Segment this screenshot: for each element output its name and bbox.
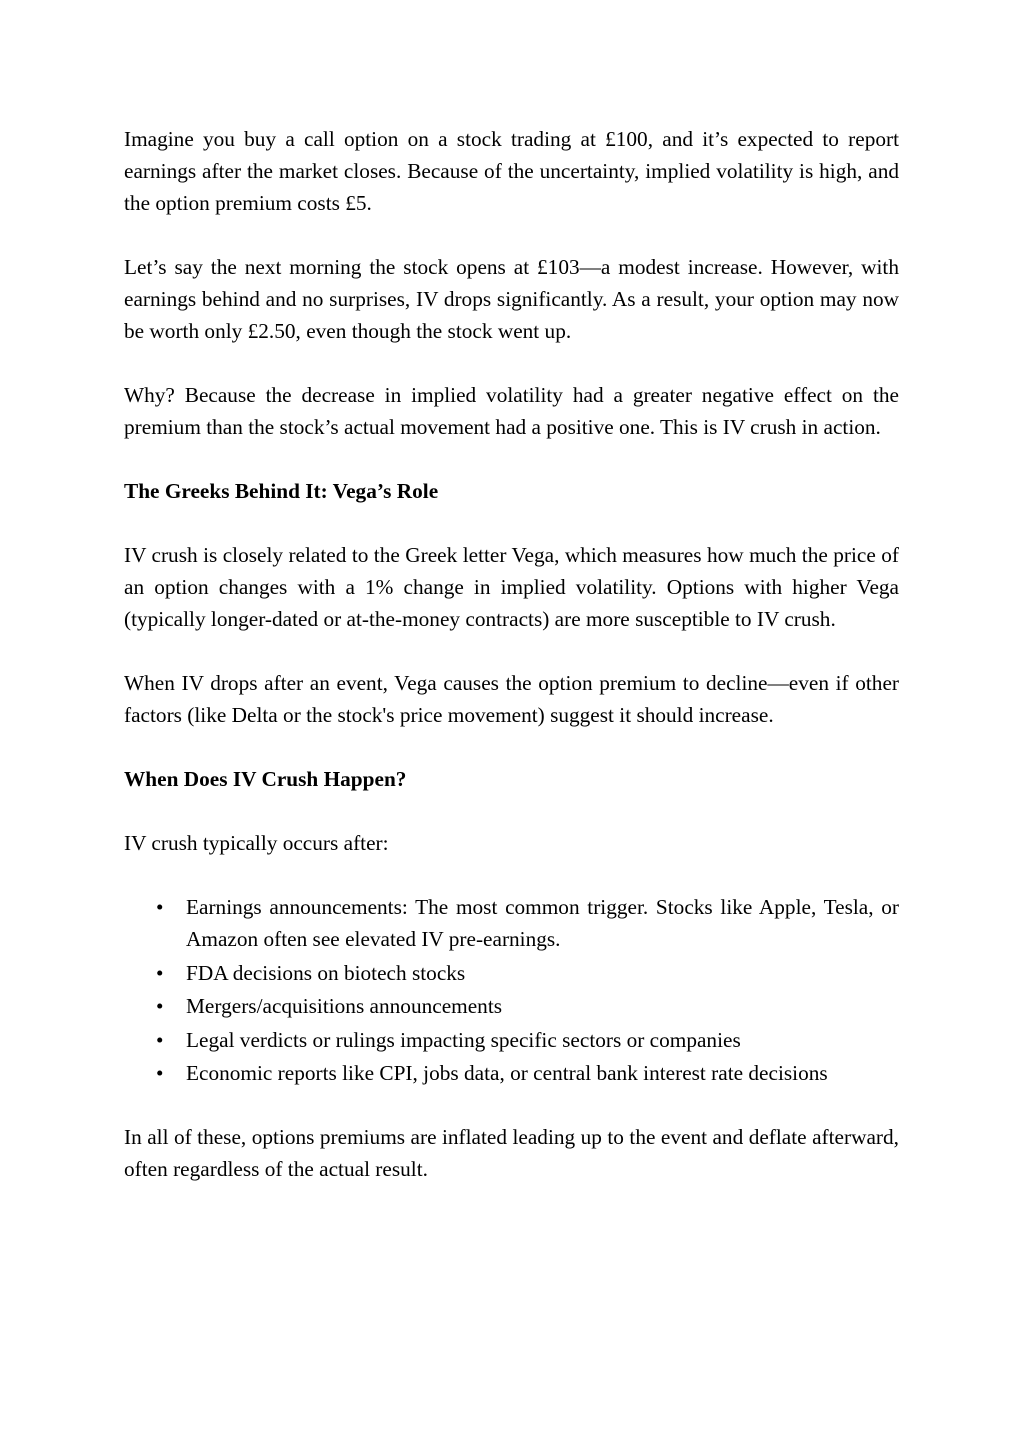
list-item bbox=[124, 891, 899, 955]
list-item-text: Earnings announcements: The most common trigger. Stocks like Apple, Tesla, or Amazon often see elevated IV pre-earnings. bbox=[186, 895, 899, 951]
list-item-text: Mergers/acquisitions announcements bbox=[186, 994, 503, 1018]
paragraph-when-intro: IV crush typically occurs after: bbox=[124, 831, 389, 855]
document-page bbox=[124, 123, 899, 1217]
bullet-icon: • bbox=[156, 895, 164, 919]
paragraph-closing: In all of these, options premiums are inflated leading up to the event and deflate afterward, often regardless of the actual result. bbox=[124, 1125, 899, 1181]
bullet-list-triggers bbox=[124, 891, 899, 1089]
heading-greeks: The Greeks Behind It: Vega’s Role bbox=[124, 479, 439, 503]
list-item-text: FDA decisions on biotech stocks bbox=[186, 960, 466, 985]
list-item bbox=[124, 1024, 899, 1056]
paragraph-explanation: Why? Because the decrease in implied volatility had a greater negative effect on the premium than the stock’s actual movement had a positive one. This is IV crush in action. bbox=[124, 383, 899, 439]
paragraph-vega-definition: IV crush is closely related to the Greek letter Vega, which measures how much the price of an option changes with a 1% change in implied volatility. Options with higher Vega (typically longer-dated or at-the-money contracts) are more susceptible to IV crush. bbox=[124, 543, 899, 631]
heading-when: When Does IV Crush Happen? bbox=[124, 767, 407, 791]
list-item-text: Legal verdicts or rulings impacting specific sectors or companies bbox=[186, 1027, 741, 1052]
list-item-text: Economic reports like CPI, jobs data, or central bank interest rate decisions bbox=[186, 1061, 828, 1085]
bullet-icon: • bbox=[156, 960, 164, 985]
paragraph-vega-effect: When IV drops after an event, Vega causes the option premium to decline—even if other factors (like Delta or the stock's price movement) suggest it should increase. bbox=[124, 671, 899, 727]
bullet-icon: • bbox=[156, 994, 164, 1018]
bullet-icon: • bbox=[156, 1061, 164, 1085]
paragraph-example-setup: Imagine you buy a call option on a stock trading at £100, and it’s expected to report earnings after the market closes. Because of the uncertainty, implied volatility is high, and the option premium costs £5. bbox=[124, 127, 899, 215]
paragraph-example-outcome: Let’s say the next morning the stock opens at £103—a modest increase. However, with earnings behind and no surprises, IV drops significantly. As a result, your option may now be worth only £2.50, even though the stock went up. bbox=[124, 255, 899, 343]
list-item bbox=[124, 1057, 899, 1089]
list-item bbox=[124, 990, 899, 1022]
bullet-icon: • bbox=[156, 1027, 164, 1052]
list-item bbox=[124, 957, 899, 989]
